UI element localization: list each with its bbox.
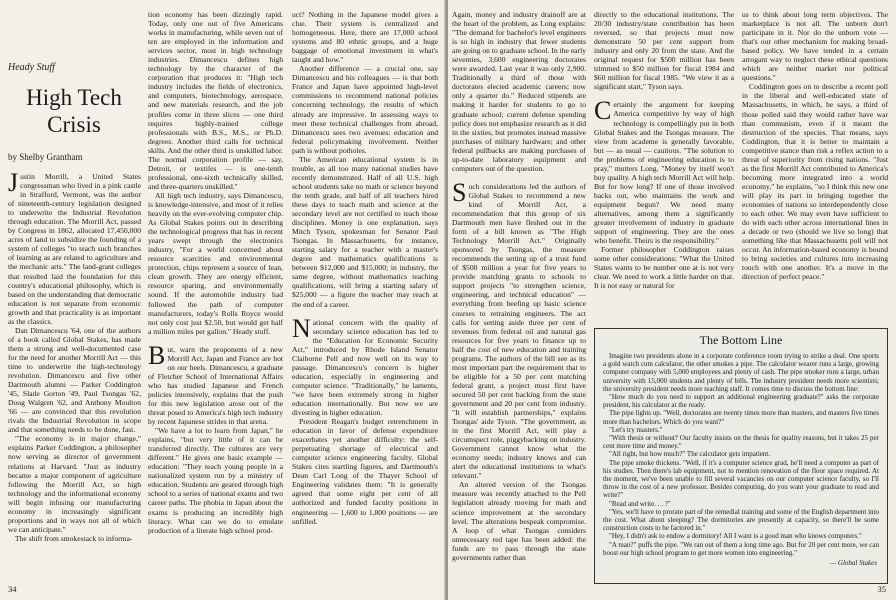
article-title: High Tech Crisis bbox=[26, 85, 122, 137]
paragraph: National concern with the quality of secondary science education has led to the "Education for Economic Security Act," introduced by Rhode Island Senator Claiborne Pell and now well on its way to passage. Dimancescu's concern is higher education, especially in engineering and computer science. "Traditionally," he laments, "we have been extremely strong in higher education internationally. But now we are divesting in higher education. bbox=[292, 313, 438, 418]
paragraph: Justin Morrill, a United States congressman who lived in a pink castle in Strafford, Vermont, was the author of nineteenth-century legislation designed to underwrite the Industrial Revolution through education. The Morrill Act, passed by Congress in 1862, allocated 17,450,000 acres of land to subsidize the founding of a system of colleges "to teach such branches of learning as are related to agriculture and the mechanic arts." The land-grant colleges that resulted laid the foundation for this country's educational philosophy, which is based on the understanding that democratic education is not separate from economic growth and that practicality is as important as the classics. bbox=[8, 172, 141, 326]
paragraph: Coddington goes on to describe a recent poll in the liberal and well-educated state of Massachusetts, in which, he says, a third of those polled said they would rather have war than communism, even if it meant the destruction of the species. That means, says Coddington, that it is better to maintain a competitive stance than risk a reflex action to a threat of superiority from rising nations. "Just as the first Morrill Act contributed to America's becoming more integrated into a world economy," he explains, "so I think this new one will play its part in bringing together the economies of nations so interdependently close to each other. We may even have sufficient to do with each other across international lines in a decade or two (should we live so long) that something like that Massachusetts poll will not occur. An information-based economy is bound to bring societies and cultures into increasing touch with one another. It's a move in the direction of perfect peace." bbox=[742, 82, 888, 282]
paragraph: us to think about long term objectives. The marketplace is not all. The unborn don't participate in it. Nor do the unborn vote — that's our other mechanism for making broad-based policy. We have tended in a certain arrogant way to neglect these ethical questions which are neither market nor political questions." bbox=[742, 10, 888, 83]
drop-cap: C bbox=[594, 96, 612, 126]
sidebar-paragraph: "Yes, we'll have to prorate part of the remedial training and some of the English department into the cost. What about sleeping? The dormitories are presently at capacity, so there'll be some construction costs to be factored in." bbox=[603, 507, 879, 533]
paragraph: "We have a lot to learn from Japan," he explains, "but very little of it can be transferred directly. The cultures are very different." He gives one basic example — education: "They teach young people in a nationalized system run by a ministry of education. Students are geared through high school to a series of national exams and two career paths. The phobia in Japan about the exams is producing an incredibly high literacy. What can we do to emulate production of a literate high school prod- bbox=[148, 426, 283, 535]
sidebar-paragraph: "With thesis or without? Our faculty insists on the thesis for quality reasons, but it takes 25 per cent more time and money." bbox=[603, 434, 879, 451]
right-column-2 bbox=[594, 10, 734, 322]
drop-cap: B bbox=[148, 340, 166, 370]
paragraph: Another difference — a crucial one, say Dimancescu and his colleagues — is that both France and Japan have appointed high-level commissions to recommend national policies concerning technology, the results of which already are impressive. In assessing ways to meet these technical challenges from abroad, Dimancescu sees two avenues: education and federal policymaking involvement. Neither path is without potholes. bbox=[292, 64, 438, 155]
sidebar-paragraph: "Let's try masters." bbox=[609, 425, 663, 434]
paragraph: uct? Nothing in the Japanese model gives a clue. Their system is centralized and homogeneous. Here, there are 17,000 school systems and 80 ethnic groups, and a huge baggage of emotional investment in what's taught and how." bbox=[292, 10, 438, 65]
sidebar-paragraph: Imagine two presidents alone in a corporate conference room trying to strike a deal. One sports a gold watch cum calculator, the other smokes a pipe. The calculator wearer runs a large, growing computer company with 5,000 employees and plenty of cash. The pipe smoker runs a large, urban university with 15,000 students and plenty of bills. The industry president needs more scientists; the university president needs more teaching staff. It comes time to discuss the bottom line: bbox=[603, 352, 879, 393]
left-page bbox=[0, 0, 446, 600]
page-number: 35 bbox=[877, 584, 886, 594]
left-column-3 bbox=[292, 10, 438, 580]
sidebar-body bbox=[595, 352, 887, 557]
sidebar-paragraph: "How much do you need to support an additional engineering graduate?" asks the corporate president, his calculator at the ready. bbox=[603, 393, 879, 410]
paragraph: "The economy is in major change," explains Parker Coddington, a philosopher now serving as director of government relations at Harvard. "Just as industry became a major component of agriculture following the Morrill Act, so high technology and the informational economy will begin infusing our manufacturing economy in increasingly significant proportions and in ways not all of which we can anticipate." bbox=[8, 434, 141, 534]
sidebar-title: The Bottom Line bbox=[699, 333, 783, 347]
right-column-3 bbox=[742, 10, 888, 322]
paragraph: The American educational system is in trouble, as all too many national studies have recently demonstrated. Half of all U.S. high school students take no math or science beyond the tenth grade, and half of all teachers hired these days to teach math and science at the secondary level are not certified to teach those disciplines. Money is one explanation, says Mitch Tyson, spokesman for Senator Paul Tsongas. In Massachusetts, for instance, starting salary for a teacher with a master's degree and mathematics qualifications is between $12,000 and $15,000; in industry, the same degree, without mathematics teaching qualifications, will bring a starting salary of $25,000 — a figure the teacher may reach at the end of a career. bbox=[292, 154, 438, 309]
right-column-1 bbox=[452, 10, 586, 580]
section-kicker: Heady Stuff bbox=[8, 62, 55, 73]
paragraph: tion economy has been dizzingly rapid. Today, only one out of five Americans works in manufacturing, while seven out of ten are employed in the information and services sector, most in high technology industries. Dimancescu defines high technology by the character of the corporation that produces it: "High tech industry includes the fields of electronics, and computers, biotechnology, aerospace, and new materials research, and the job profiles come in three slices — one third requires highly-trained college professionals with B.S., M.S., or Ph.D. degrees. Another third calls for technical skills. And the other third is unskilled labor. The normal corporation profile — say, Detroit, or textiles — is one-tenth professional, one-sixth technically skilled, and three-quarters unskilled." bbox=[148, 10, 283, 191]
sidebar-paragraph: The pipe lights up. "Well, doctorates are twenty times more than masters, and masters five times more than bachelors. Which do you want?" bbox=[603, 409, 879, 426]
left-column-2 bbox=[148, 10, 283, 580]
right-page bbox=[448, 0, 896, 600]
paragraph: But, warn the proponents of a new Morrill Act, Japan and France are hot on our heels. Dimancescu, a graduate of Fletcher School of International Affairs who has studied Japanese and French policies intensively, explains that the push for this new legislation arose out of the threat posed to America's high tech industry by recent Japanese strides in that arena. bbox=[148, 340, 283, 427]
paragraph: Such considerations led the authors of Global Stakes to recommend a new kind of Morrill Act, a recommendation that this group of six Dartmouth men have fleshed out in the form of a bill known as "The High Technology Morrill Act." Originally sponsored by Tsongas, the measure recommends the setting up of a trust fund of $500 million a year for five years to provide matching grants to schools to support projects "to strengthen science, engineering, and technical education" — everything from beefing up basic science courses to retraining engineers. The act calls for setting aside three per cent of revenues from federal oil and natural gas resources for five years to finance up to half the cost of new education and training programs. The authors of the bill see as its most important part the requirement that to be eligible for a 50 per cent matching federal grant, a project must first have secured 50 per cent backing from the state government and 20 per cent from industry. "It will establish partnerships," explains Tsongas' aide Tyson. "The government, as in the first Morrill Act, will play a circumspect role, piggybacking on industry. Government cannot know what the economy needs; industry knows and can alert the educational institutions to what's relevant." bbox=[452, 177, 586, 481]
sidebar-credit: — Global Stakes bbox=[829, 559, 877, 568]
sidebar-paragraph: The pipe smoke thickens. "Well, if it's a computer science grad, he'll need a computer as part of his studies. Then there's lab equipment, not to mention renovation of the floor space required. At the moment, we've been unable to fill several vacancies on our computer science faculty, so I'll throw in the cost of a new professor. Besides computing, do you want your graduate to read and write?" bbox=[603, 458, 879, 500]
paragraph: Dan Dimancescu '64, one of the authors of a book called Global Stakes, has made them a strong and well-documented case for the need for another Morrill Act — this time to underwrite the high-technology revolution. Dimancescu and five other Dartmouth alumni — Parker Coddington '45, Slade Gorton '49, Paul Tsongas '62, Doug Walgren '62, and Anthony Moulton '66 — are convinced that this revolution rivals the Industrial Revolution in scope and that something needs to be done, fast. bbox=[8, 325, 141, 435]
drop-cap: J bbox=[8, 172, 19, 197]
left-column-1 bbox=[8, 172, 141, 580]
sidebar-box bbox=[594, 328, 888, 584]
drop-cap: N bbox=[292, 313, 311, 343]
sidebar-paragraph: "A man?" puffs the pipe. "We ran out of them a long time ago. But for 20 per cent more, we can boost our high school program to get more women into engineering." bbox=[603, 540, 879, 557]
paragraph: The shift from smokestack to informa- bbox=[15, 533, 133, 543]
paragraph: An altered version of the Tsongas measure was recently attached to the Pell legislation already moving for math and science improvement at the secondary level. The alterations bespeak compromise. A loop of what Tsongas considers unnecessary red tape has been added: the funds are to pass through the state governments rather than bbox=[452, 480, 586, 562]
page-number: 34 bbox=[8, 584, 17, 594]
drop-cap: S bbox=[452, 177, 467, 207]
sidebar-paragraph: "Read and write. . . ?" bbox=[609, 499, 671, 508]
paragraph: Certainly the argument for keeping America competitive by way of high technology is compellingly put in both Global Stakes and the Tsongas measure. The view from academe is generally favorable, but — as usual — cautious. "The solution to the problems of engineering education is to pray," mutters Long. "Money by itself won't buy quality. A high tech Morrill Act will help. But for how long? If one of those involved backs out, who maintains the work and equipment begun? We need many alternatives, among them a significantly greater involvement of industry in graduate support of engineering. They are the ones who benefit. Theirs is the responsibility." bbox=[594, 96, 734, 246]
sidebar-paragraph: "Hey, I didn't ask to endow a dormitory! All I want is a good man who knows computers." bbox=[609, 532, 862, 541]
paragraph: directly to the educational institutions. The 20/30 industry/state contribution has been reversed, so that projects must now demonstrate 50 per cent support from industry and only 20 from the state. And the original request for $500 million has been trimmed to $50 million for fiscal 1984 and $60 million for fiscal 1985. "We view it as a significant start," Tyson says. bbox=[594, 10, 734, 92]
sidebar-paragraph: "All right, but how much?" The calculator gets impatient. bbox=[609, 450, 771, 459]
paragraph: Former philosopher Coddington raises some other considerations: "What the United States wants to be number one at is not very clear. We need to work a little harder on that. It is not easy or natural for bbox=[594, 245, 734, 291]
paragraph: Again, money and industry drainoff are at the heart of the problem, as Long explains: "The demand for bachelor's level engineers is so high in industry that fewer students are going on to graduate school. In the early seventies, 3,600 engineering doctorates were awarded. Last year it was only 2,900. Traditionally a third of those with doctorates elected academic careers; now only a quarter do." Reduced stipends are making it harder for students to go to graduate school; current defense spending policy does not emphasize research as it did in the sixties, but promotes instead massive purchases of military hardware; and other federal pullbacks are making purchases of up-to-date laboratory equipment and computers out of the question. bbox=[452, 10, 586, 173]
paragraph: President Reagan's budget retrenchment in education in favor of defense expenditure exacerbates yet another difficulty: the self-perpetuating shortage of electrical and computer science engineering faculty. Global Stakes cites startling figures, and Dartmouth's Dean Carl Long of the Thayer School of Engineering validates them: "It is generally agreed that some eight per cent of all authorized and funded faculty positions in engineering — 1,600 to 1,800 positions — are unfilled. bbox=[292, 417, 438, 526]
paragraph: All high tech industry, says Dimancescu, is knowledge-intensive, and most of it relies heavily on the ever-evolving computer chip. As Global Stakes points out in describing the technological progress that has in recent years swept through the electronics industry, "For a world concerned about resource scarcities and environmental protection, chips represent a source of lean, clean growth. They are energy efficient, resource sparing, and environmentally sound. If the automobile industry had followed the path of computer manufacturers, today's Rolls Royce would not only cost just $2.50, but would get half a million miles per gallon." Heady stuff. bbox=[148, 190, 283, 336]
byline: by Shelby Grantham bbox=[8, 152, 83, 162]
